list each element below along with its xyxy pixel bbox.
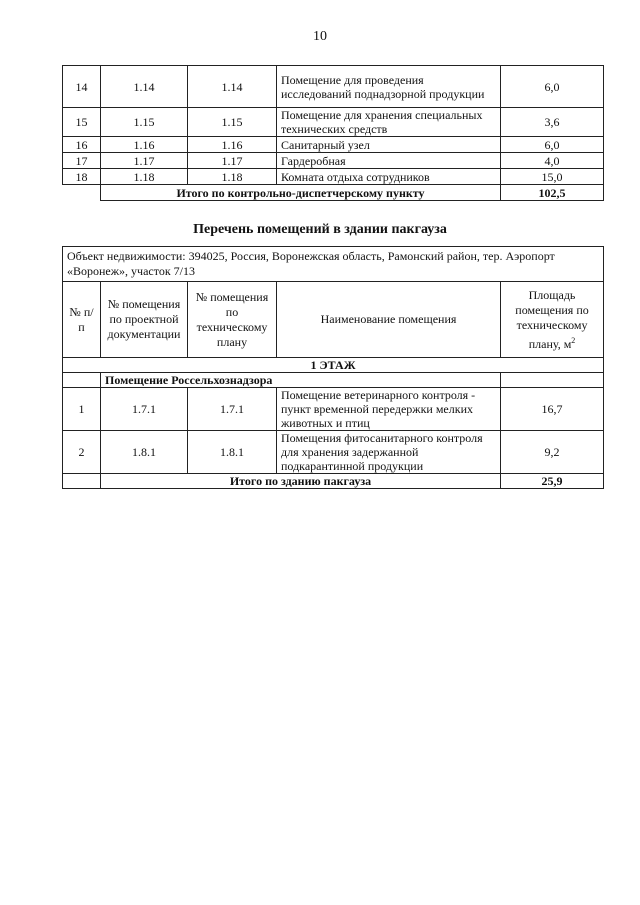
tech-plan-room-number: 1.16: [188, 137, 277, 153]
table-row: [63, 388, 604, 431]
room-name: Помещение для хранения специальных технических средств: [277, 108, 501, 137]
row-number: 2: [63, 431, 101, 474]
room-name: Гардеробная: [277, 153, 501, 169]
total-row: [63, 185, 604, 201]
table-row: [63, 153, 604, 169]
object-row: [63, 247, 604, 282]
total-label: Итого по зданию пакгауза: [101, 474, 501, 489]
row-number: 17: [63, 153, 101, 169]
row-number: 16: [63, 137, 101, 153]
project-room-number: 1.14: [101, 66, 188, 108]
tech-plan-room-number: 1.17: [188, 153, 277, 169]
room-area: 15,0: [501, 169, 604, 185]
table-row: [63, 108, 604, 137]
room-area: 6,0: [501, 66, 604, 108]
row-number: 15: [63, 108, 101, 137]
project-room-number: 1.16: [101, 137, 188, 153]
header-area-sup: 2: [571, 335, 576, 345]
header-row: [63, 282, 604, 358]
floor-label: 1 ЭТАЖ: [63, 358, 604, 373]
header-project-number: № помещения по проектной документации: [101, 282, 188, 358]
total-value: 25,9: [501, 474, 604, 489]
row-number: 18: [63, 169, 101, 185]
table-row: [63, 169, 604, 185]
room-name: Помещение для проведения исследований поднадзорной продукции: [277, 66, 501, 108]
tech-plan-room-number: 1.15: [188, 108, 277, 137]
room-name: Комната отдыха сотрудников: [277, 169, 501, 185]
blank-cell: [63, 185, 101, 201]
project-room-number: 1.15: [101, 108, 188, 137]
page-number: 10: [313, 29, 327, 44]
total-value: 102,5: [501, 185, 604, 201]
total-row: [63, 474, 604, 489]
header-tech-number: № помещения по техническому плану: [188, 282, 277, 358]
rooms-table-control-point: [62, 65, 604, 201]
header-area: [501, 282, 604, 358]
project-room-number: 1.18: [101, 169, 188, 185]
room-area: 4,0: [501, 153, 604, 169]
room-area: 9,2: [501, 431, 604, 474]
total-label: Итого по контрольно-диспетчерскому пункту: [101, 185, 501, 201]
rooms-table-warehouse: [62, 246, 604, 489]
tech-plan-room-number: 1.8.1: [188, 431, 277, 474]
row-number: 1: [63, 388, 101, 431]
tech-plan-room-number: 1.18: [188, 169, 277, 185]
blank-cell: [501, 373, 604, 388]
header-area-text: Площадь помещения по техническому плану, м: [515, 287, 589, 351]
table-row: [63, 431, 604, 474]
section-title: Перечень помещений в здании пакгауза: [193, 222, 447, 237]
floor-row: [63, 358, 604, 373]
blank-cell: [63, 474, 101, 489]
project-room-number: 1.17: [101, 153, 188, 169]
room-area: 16,7: [501, 388, 604, 431]
table-row: [63, 66, 604, 108]
property-object: Объект недвижимости: 394025, Россия, Воронежская область, Рамонский район, тер. Аэропорт «Воронеж», участок 7/13: [63, 247, 604, 282]
header-number: № п/п: [63, 282, 101, 358]
tech-plan-room-number: 1.14: [188, 66, 277, 108]
room-area: 3,6: [501, 108, 604, 137]
header-room-name: Наименование помещения: [277, 282, 501, 358]
tech-plan-room-number: 1.7.1: [188, 388, 277, 431]
room-area: 6,0: [501, 137, 604, 153]
group-label: Помещение Россельхознадзора: [101, 373, 501, 388]
room-name: Помещение ветеринарного контроля - пункт временной передержки мелких животных и птиц: [277, 388, 501, 431]
group-row: [63, 373, 604, 388]
room-name: Помещения фитосанитарного контроля для хранения задержанной подкарантинной продукции: [277, 431, 501, 474]
row-number: 14: [63, 66, 101, 108]
room-name: Санитарный узел: [277, 137, 501, 153]
table-row: [63, 137, 604, 153]
project-room-number: 1.7.1: [101, 388, 188, 431]
blank-cell: [63, 373, 101, 388]
project-room-number: 1.8.1: [101, 431, 188, 474]
